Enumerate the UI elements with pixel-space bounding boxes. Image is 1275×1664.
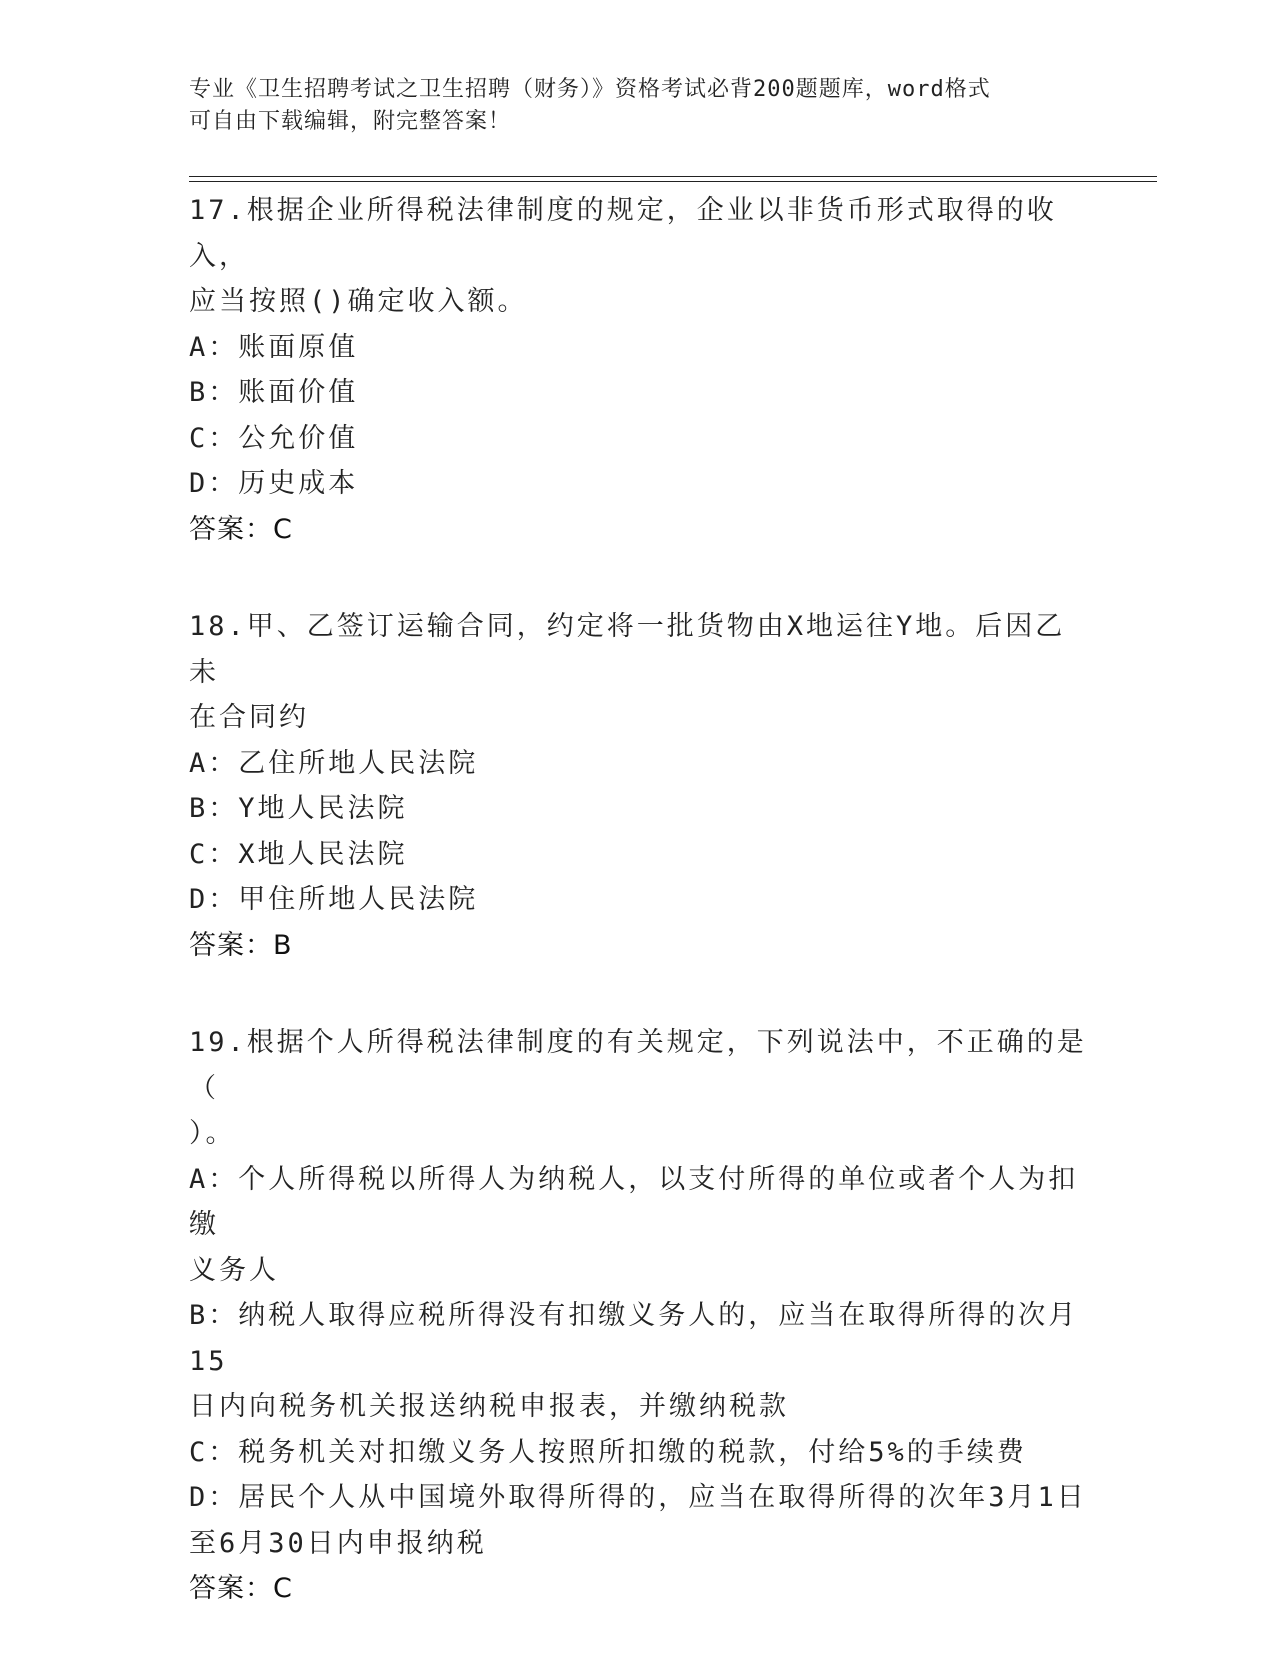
option-d: D：居民个人从中国境外取得所得的，应当在取得所得的次年3月1日 <box>189 1482 1087 1513</box>
header-rule-bottom <box>189 181 1157 182</box>
answer: 答案：C <box>189 1573 293 1604</box>
option-b: B：纳税人取得应税所得没有扣缴义务人的，应当在取得所得的次月15 <box>189 1300 1079 1377</box>
option-d-continued: 至6月30日内申报纳税 <box>189 1527 487 1559</box>
question-stem-line: 17.根据企业所得税法律制度的规定，企业以非货币形式取得的收入， <box>189 195 1057 272</box>
header-line-2: 可自由下载编辑，附完整答案！ <box>189 109 512 134</box>
header-line-1: 专业《卫生招聘考试之卫生招聘（财务）》资格考试必背200题题库，word格式 <box>189 77 991 102</box>
document-header <box>189 74 1089 138</box>
option-a: A：个人所得税以所得人为纳税人，以支付所得的单位或者个人为扣缴 <box>189 1163 1079 1240</box>
option-c: C：税务机关对扣缴义务人按照所扣缴的税款，付给5%的手续费 <box>189 1436 1027 1468</box>
question-18 <box>189 604 1089 968</box>
answer: 答案：C <box>189 513 293 545</box>
option-a: A：乙住所地人民法院 <box>189 747 479 779</box>
option-b: B：账面价值 <box>189 377 359 408</box>
question-17 <box>189 188 1089 552</box>
option-a: A：账面原值 <box>189 331 359 363</box>
option-d: D：甲住所地人民法院 <box>189 884 479 915</box>
option-b-continued: 日内向税务机关报送纳税申报表，并缴纳税款 <box>189 1391 789 1422</box>
question-stem-line: 在合同约 <box>189 702 309 733</box>
question-stem-line: ）。 <box>189 1118 236 1149</box>
option-c: C：X地人民法院 <box>189 838 408 870</box>
question-stem-line: 应当按照()确定收入额。 <box>189 286 528 317</box>
answer: 答案：B <box>189 929 293 961</box>
option-d: D：历史成本 <box>189 468 359 499</box>
question-19 <box>189 1020 1089 1612</box>
question-stem-line: 18.甲、乙签订运输合同，约定将一批货物由X地运往Y地。后因乙未 <box>189 611 1066 688</box>
question-stem-line: 19.根据个人所得税法律制度的有关规定，下列说法中，不正确的是（ <box>189 1027 1087 1104</box>
option-b: B：Y地人民法院 <box>189 793 408 824</box>
option-c: C：公允价值 <box>189 422 359 454</box>
question-list <box>189 188 1089 1664</box>
option-a-continued: 义务人 <box>189 1254 279 1286</box>
header-rule-top <box>189 176 1157 177</box>
